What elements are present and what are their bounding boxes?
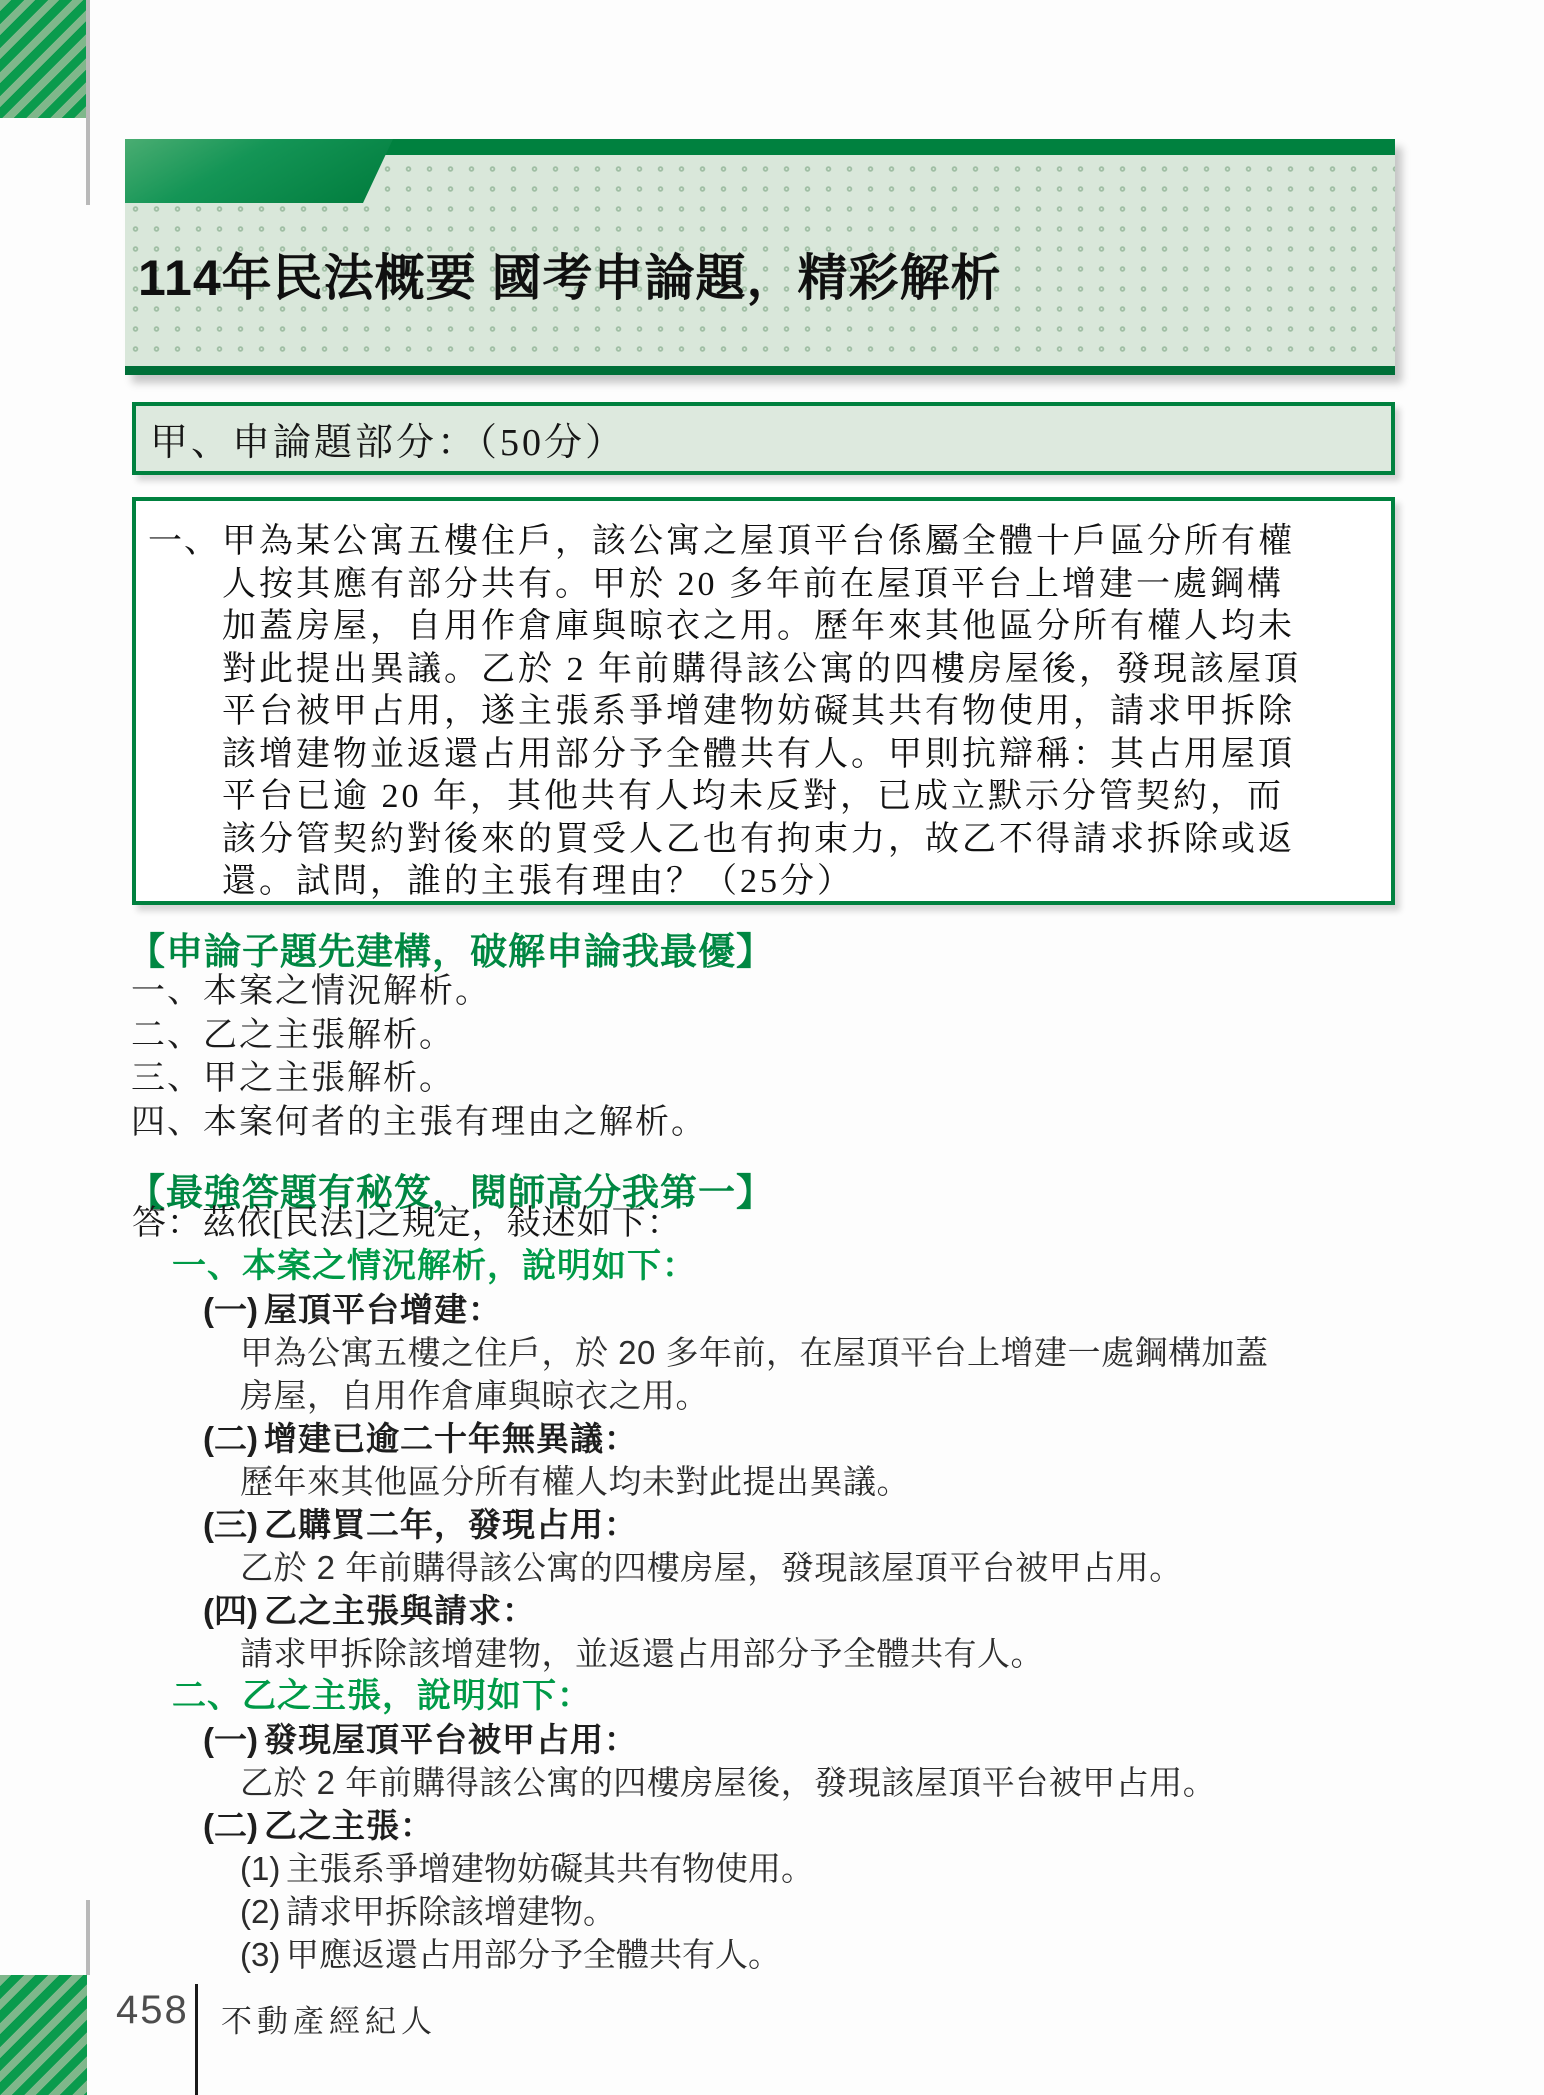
question-line: 對此提出異議。乙於 2 年前購得該公寓的四樓房屋後，發現該屋頂: [222, 650, 1301, 688]
answer-item-body-line: 請求甲拆除該增建物，並返還占用部分予全體共有人。: [240, 1635, 1044, 1672]
question-line: 還。試問，誰的主張有理由？（25分）: [222, 863, 854, 900]
answer-item: [203, 1417, 1412, 1460]
answer-item-body-line: 甲為公寓五樓之住戶，於 20 多年前，在屋頂平台上增建一處鋼構加蓋: [240, 1334, 1269, 1371]
outline-item: 四、本案何者的主張有理由之解析。: [131, 1103, 707, 1141]
numbered-item-text: 主張系爭增建物妨礙其共有物使用。: [286, 1850, 814, 1887]
question-text: [222, 521, 1381, 904]
page-edge-line-bottom: [86, 1900, 90, 1975]
answer-section-heading: 一、本案之情況解析，說明如下：: [172, 1247, 697, 1285]
answer-item-label: (一): [203, 1721, 258, 1758]
answer-numbered-item: [240, 1933, 1412, 1976]
banner-trapezoid-decoration: [125, 139, 393, 203]
answer-item-title: 增建已逾二十年無異議：: [263, 1420, 638, 1457]
outline-list: [131, 970, 707, 1144]
question-line: 平台被甲占用，遂主張系爭增建物妨礙其共有物使用，請求甲拆除: [222, 693, 1295, 730]
answer-numbered-item: [240, 1847, 1412, 1890]
answer-item-label: (三): [203, 1506, 258, 1543]
numbered-item-text: 甲應返還占用部分予全體共有人。: [286, 1936, 781, 1973]
question-box: [132, 497, 1395, 905]
outline-item: 二、乙之主張解析。: [131, 1016, 455, 1054]
answer-item-title: 發現屋頂平台被甲占用：: [263, 1721, 638, 1758]
answer-item-body-line: 房屋，自用作倉庫與晾衣之用。: [240, 1377, 709, 1414]
numbered-item-label: (1): [240, 1850, 281, 1887]
footer-book-title: 不動產經紀人: [221, 2004, 437, 2039]
answer-numbered-item: [240, 1890, 1412, 1933]
top-left-stripe-decoration: [0, 0, 86, 118]
chapter-banner: [125, 139, 1395, 375]
answer-item: [203, 1503, 1412, 1546]
numbered-item-label: (3): [240, 1936, 281, 1973]
answer-item-body-line: 乙於 2 年前購得該公寓的四樓房屋，發現該屋頂平台被甲占用。: [240, 1549, 1183, 1586]
numbered-item-text: 請求甲拆除該增建物。: [286, 1893, 616, 1930]
answer-item: [203, 1804, 1412, 1847]
section-label: 甲、申論題部分：（50分）: [150, 422, 627, 464]
answer-item-title: 乙購買二年，發現占用：: [263, 1506, 638, 1543]
answer-item-title: 乙之主張：: [263, 1807, 434, 1844]
answer-item-body-line: 乙於 2 年前購得該公寓的四樓房屋後，發現該屋頂平台被甲占用。: [240, 1764, 1217, 1801]
question-line: 該分管契約對後來的買受人乙也有拘束力，故乙不得請求拆除或返: [222, 820, 1295, 858]
chapter-title: 114年民法概要 國考申論題，精彩解析: [138, 250, 1002, 306]
bottom-left-stripe-decoration: [0, 1975, 87, 2095]
answer-item-title: 屋頂平台增建：: [263, 1291, 502, 1328]
question-line: 該增建物並返還占用部分予全體共有人。甲則抗辯稱：其占用屋頂: [222, 735, 1295, 773]
numbered-item-label: (2): [240, 1893, 281, 1930]
answer-item-label: (一): [203, 1291, 258, 1328]
question-line: 加蓋房屋，自用作倉庫與晾衣之用。歷年來其他區分所有權人均未: [222, 608, 1295, 645]
question-number: 一、: [148, 523, 220, 560]
outline-item: 三、甲之主張解析。: [131, 1060, 455, 1097]
answer-item-body-line: 歷年來其他區分所有權人均未對此提出異議。: [240, 1463, 910, 1500]
answer-item-label: (二): [203, 1420, 258, 1457]
footer-divider-line: [195, 1984, 198, 2095]
section-label-box: [132, 402, 1395, 475]
question-line: 人按其應有部分共有。甲於 20 多年前在屋頂平台上增建一處鋼構: [222, 565, 1284, 603]
answer-item-label: (二): [203, 1807, 258, 1844]
outline-item: 一、本案之情況解析。: [131, 973, 491, 1010]
banner-bottom-bar: [125, 366, 1395, 375]
answer-item: [203, 1288, 1412, 1331]
answer-item-title: 乙之主張與請求：: [263, 1592, 536, 1629]
outline-header: 【申論子題先建構，破解申論我最優】: [128, 932, 774, 973]
answer-header: 【最強答題有秘笈，閱師高分我第一】: [128, 1173, 774, 1214]
answer-content: [132, 1202, 1412, 1976]
answer-item: [203, 1589, 1412, 1632]
answer-item: [203, 1718, 1412, 1761]
page-edge-line-top: [86, 0, 90, 205]
answer-section-heading: 二、乙之主張，說明如下：: [172, 1677, 592, 1715]
page-number: 458: [116, 1988, 189, 2032]
answer-intro: 答：茲依[民法]之規定，敍述如下：: [132, 1205, 682, 1242]
answer-item-label: (四): [203, 1592, 258, 1629]
question-line: 平台已逾 20 年，其他共有人均未反對，已成立默示分管契約，而: [222, 778, 1284, 815]
question-line: 甲為某公寓五樓住戶，該公寓之屋頂平台係屬全體十戶區分所有權: [222, 523, 1295, 560]
